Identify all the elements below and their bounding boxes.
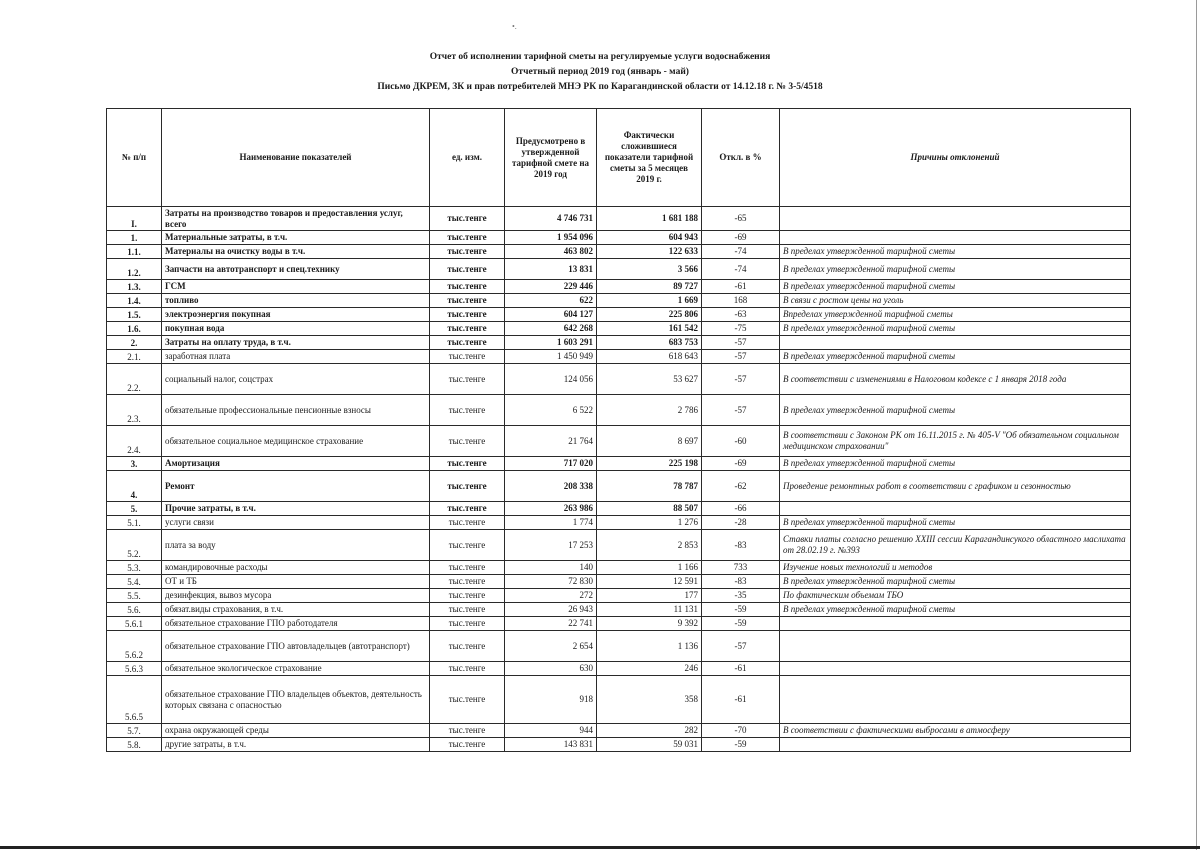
planned-value: 21 764 bbox=[505, 426, 597, 457]
row-number: 5.6.2 bbox=[107, 631, 162, 662]
planned-value: 463 802 bbox=[505, 245, 597, 259]
deviation-reason: Ставки платы согласно решению XXIII сессии Карагандинсукого областного маслихата от 28.02.19 г. №393 bbox=[780, 530, 1131, 561]
table-row bbox=[107, 207, 1131, 231]
planned-value: 717 020 bbox=[505, 457, 597, 471]
row-number: 5.5. bbox=[107, 589, 162, 603]
deviation-percent: -83 bbox=[702, 530, 780, 561]
unit-cell: тыс.тенге bbox=[430, 336, 505, 350]
actual-value: 122 633 bbox=[597, 245, 702, 259]
actual-value: 1 276 bbox=[597, 516, 702, 530]
planned-value: 642 268 bbox=[505, 322, 597, 336]
unit-cell: тыс.тенге bbox=[430, 259, 505, 280]
deviation-reason: По фактическим объемам ТБО bbox=[780, 589, 1131, 603]
indicator-name: услуги связи bbox=[162, 516, 430, 530]
table-row bbox=[107, 426, 1131, 457]
row-number: 1.3. bbox=[107, 280, 162, 294]
deviation-reason: В пределах утвержденной тарифной сметы bbox=[780, 322, 1131, 336]
row-number: 5.1. bbox=[107, 516, 162, 530]
deviation-percent: -74 bbox=[702, 259, 780, 280]
planned-value: 4 746 731 bbox=[505, 207, 597, 231]
deviation-reason bbox=[780, 676, 1131, 724]
indicator-name: обязательное экологическое страхование bbox=[162, 662, 430, 676]
planned-value: 22 741 bbox=[505, 617, 597, 631]
table-row bbox=[107, 617, 1131, 631]
actual-value: 1 136 bbox=[597, 631, 702, 662]
table-row bbox=[107, 336, 1131, 350]
actual-value: 1 669 bbox=[597, 294, 702, 308]
table-row bbox=[107, 471, 1131, 502]
deviation-percent: -65 bbox=[702, 207, 780, 231]
indicator-name: обязательное страхование ГПО владельцев объектов, деятельность которых связана с опасностью bbox=[162, 676, 430, 724]
planned-value: 17 253 bbox=[505, 530, 597, 561]
deviation-reason: В соответствии с изменениями в Налоговом кодексе с 1 января 2018 года bbox=[780, 364, 1131, 395]
deviation-percent: 733 bbox=[702, 561, 780, 575]
planned-value: 630 bbox=[505, 662, 597, 676]
table-row bbox=[107, 350, 1131, 364]
actual-value: 1 166 bbox=[597, 561, 702, 575]
deviation-percent: -59 bbox=[702, 617, 780, 631]
planned-value: 272 bbox=[505, 589, 597, 603]
actual-value: 225 198 bbox=[597, 457, 702, 471]
row-number: 5.6.5 bbox=[107, 676, 162, 724]
planned-value: 2 654 bbox=[505, 631, 597, 662]
report-letter-reference: Письмо ДКРЕМ, ЗК и прав потребителей МНЭ РК по Карагандинской области от 14.12.18 г. № 3-5/4518 bbox=[377, 82, 823, 92]
deviation-reason: В пределах утвержденной тарифной сметы bbox=[780, 259, 1131, 280]
table-row bbox=[107, 676, 1131, 724]
actual-value: 12 591 bbox=[597, 575, 702, 589]
actual-value: 225 806 bbox=[597, 308, 702, 322]
planned-value: 1 450 949 bbox=[505, 350, 597, 364]
planned-value: 124 056 bbox=[505, 364, 597, 395]
table-body bbox=[107, 207, 1131, 752]
page-edge-right bbox=[1196, 0, 1197, 850]
indicator-name: охрана окружающей среды bbox=[162, 724, 430, 738]
planned-value: 1 774 bbox=[505, 516, 597, 530]
unit-cell: тыс.тенге bbox=[430, 308, 505, 322]
deviation-percent: -61 bbox=[702, 662, 780, 676]
indicator-name: ГСМ bbox=[162, 280, 430, 294]
actual-value: 9 392 bbox=[597, 617, 702, 631]
unit-cell: тыс.тенге bbox=[430, 617, 505, 631]
unit-cell: тыс.тенге bbox=[430, 426, 505, 457]
deviation-percent: -62 bbox=[702, 471, 780, 502]
row-number: 5.2. bbox=[107, 530, 162, 561]
row-number: 5. bbox=[107, 502, 162, 516]
unit-cell: тыс.тенге bbox=[430, 280, 505, 294]
unit-cell: тыс.тенге bbox=[430, 662, 505, 676]
planned-value: 140 bbox=[505, 561, 597, 575]
deviation-reason bbox=[780, 662, 1131, 676]
row-number: 2.2. bbox=[107, 364, 162, 395]
unit-cell: тыс.тенге bbox=[430, 294, 505, 308]
row-number: 1.2. bbox=[107, 259, 162, 280]
row-number: 1. bbox=[107, 231, 162, 245]
planned-value: 263 986 bbox=[505, 502, 597, 516]
indicator-name: Затраты на оплату труда, в т.ч. bbox=[162, 336, 430, 350]
indicator-name: плата за воду bbox=[162, 530, 430, 561]
indicator-name: Материальные затраты, в т.ч. bbox=[162, 231, 430, 245]
deviation-percent: -57 bbox=[702, 350, 780, 364]
row-number: 1.5. bbox=[107, 308, 162, 322]
deviation-percent: -60 bbox=[702, 426, 780, 457]
unit-cell: тыс.тенге bbox=[430, 245, 505, 259]
actual-value: 282 bbox=[597, 724, 702, 738]
planned-value: 13 831 bbox=[505, 259, 597, 280]
row-number: 5.6.1 bbox=[107, 617, 162, 631]
table-row bbox=[107, 589, 1131, 603]
table-row bbox=[107, 259, 1131, 280]
report-title: Отчет об исполнении тарифной сметы на регулируемые услуги водоснабжения bbox=[429, 52, 771, 62]
tariff-report-table bbox=[106, 108, 1131, 752]
planned-value: 622 bbox=[505, 294, 597, 308]
actual-value: 161 542 bbox=[597, 322, 702, 336]
scan-artifact: •. bbox=[512, 22, 517, 31]
deviation-reason bbox=[780, 631, 1131, 662]
row-number: 2.4. bbox=[107, 426, 162, 457]
indicator-name: другие затраты, в т.ч. bbox=[162, 738, 430, 752]
indicator-name: заработная плата bbox=[162, 350, 430, 364]
table-header-row bbox=[107, 109, 1131, 207]
deviation-percent: -83 bbox=[702, 575, 780, 589]
unit-cell: тыс.тенге bbox=[430, 589, 505, 603]
actual-value: 11 131 bbox=[597, 603, 702, 617]
row-number: 1.6. bbox=[107, 322, 162, 336]
unit-cell: тыс.тенге bbox=[430, 738, 505, 752]
table-row bbox=[107, 294, 1131, 308]
planned-value: 72 830 bbox=[505, 575, 597, 589]
deviation-reason: В связи с ростом цены на уголь bbox=[780, 294, 1131, 308]
row-number: 5.3. bbox=[107, 561, 162, 575]
deviation-reason bbox=[780, 738, 1131, 752]
deviation-percent: -70 bbox=[702, 724, 780, 738]
table-row bbox=[107, 457, 1131, 471]
deviation-reason bbox=[780, 207, 1131, 231]
deviation-percent: -74 bbox=[702, 245, 780, 259]
column-header-deviation: Откл. в % bbox=[702, 109, 780, 207]
deviation-reason bbox=[780, 502, 1131, 516]
indicator-name: дезинфекция, вывоз мусора bbox=[162, 589, 430, 603]
deviation-percent: -61 bbox=[702, 280, 780, 294]
deviation-reason: Изучение новых технологий и методов bbox=[780, 561, 1131, 575]
indicator-name: ОТ и ТБ bbox=[162, 575, 430, 589]
table-row bbox=[107, 530, 1131, 561]
table-row bbox=[107, 724, 1131, 738]
row-number: I. bbox=[107, 207, 162, 231]
row-number: 5.4. bbox=[107, 575, 162, 589]
planned-value: 26 943 bbox=[505, 603, 597, 617]
indicator-name: обязат.виды страхования, в т.ч. bbox=[162, 603, 430, 617]
deviation-percent: -59 bbox=[702, 603, 780, 617]
row-number: 5.8. bbox=[107, 738, 162, 752]
deviation-percent: -57 bbox=[702, 336, 780, 350]
deviation-percent: -69 bbox=[702, 231, 780, 245]
deviation-reason: В пределах утвержденной тарифной сметы bbox=[780, 516, 1131, 530]
unit-cell: тыс.тенге bbox=[430, 530, 505, 561]
actual-value: 8 697 bbox=[597, 426, 702, 457]
column-header-reasons: Причины отклонений bbox=[780, 109, 1131, 207]
indicator-name: Ремонт bbox=[162, 471, 430, 502]
row-number: 2.1. bbox=[107, 350, 162, 364]
unit-cell: тыс.тенге bbox=[430, 471, 505, 502]
planned-value: 918 bbox=[505, 676, 597, 724]
row-number: 2.3. bbox=[107, 395, 162, 426]
indicator-name: командировочные расходы bbox=[162, 561, 430, 575]
indicator-name: обязательное страхование ГПО работодателя bbox=[162, 617, 430, 631]
actual-value: 59 031 bbox=[597, 738, 702, 752]
unit-cell: тыс.тенге bbox=[430, 676, 505, 724]
table-row bbox=[107, 631, 1131, 662]
unit-cell: тыс.тенге bbox=[430, 724, 505, 738]
unit-cell: тыс.тенге bbox=[430, 457, 505, 471]
deviation-reason bbox=[780, 336, 1131, 350]
planned-value: 143 831 bbox=[505, 738, 597, 752]
table-row bbox=[107, 231, 1131, 245]
deviation-reason bbox=[780, 617, 1131, 631]
planned-value: 208 338 bbox=[505, 471, 597, 502]
indicator-name: покупная вода bbox=[162, 322, 430, 336]
unit-cell: тыс.тенге bbox=[430, 561, 505, 575]
deviation-reason: В пределах утвержденной тарифной сметы bbox=[780, 245, 1131, 259]
unit-cell: тыс.тенге bbox=[430, 395, 505, 426]
table-row bbox=[107, 662, 1131, 676]
column-header-no: № п/п bbox=[107, 109, 162, 207]
table-row bbox=[107, 322, 1131, 336]
planned-value: 1 603 291 bbox=[505, 336, 597, 350]
deviation-reason: В соответствии с фактическими выбросами в атмосферу bbox=[780, 724, 1131, 738]
column-header-unit: ед. изм. bbox=[430, 109, 505, 207]
row-number: 1.1. bbox=[107, 245, 162, 259]
table-row bbox=[107, 308, 1131, 322]
unit-cell: тыс.тенге bbox=[430, 231, 505, 245]
deviation-reason: В пределах утвержденной тарифной сметы bbox=[780, 575, 1131, 589]
unit-cell: тыс.тенге bbox=[430, 603, 505, 617]
indicator-name: Материалы на очистку воды в т.ч. bbox=[162, 245, 430, 259]
indicator-name: обязательное страхование ГПО автовладельцев (автотранспорт) bbox=[162, 631, 430, 662]
indicator-name: Затраты на производство товаров и предоставления услуг, всего bbox=[162, 207, 430, 231]
deviation-percent: -61 bbox=[702, 676, 780, 724]
actual-value: 618 643 bbox=[597, 350, 702, 364]
actual-value: 1 681 188 bbox=[597, 207, 702, 231]
actual-value: 358 bbox=[597, 676, 702, 724]
deviation-percent: -63 bbox=[702, 308, 780, 322]
actual-value: 53 627 bbox=[597, 364, 702, 395]
indicator-name: социальный налог, соцстрах bbox=[162, 364, 430, 395]
table-row bbox=[107, 364, 1131, 395]
row-number: 5.7. bbox=[107, 724, 162, 738]
indicator-name: обязательное социальное медицинское страхование bbox=[162, 426, 430, 457]
row-number: 1.4. bbox=[107, 294, 162, 308]
deviation-percent: 168 bbox=[702, 294, 780, 308]
planned-value: 604 127 bbox=[505, 308, 597, 322]
deviation-percent: -66 bbox=[702, 502, 780, 516]
indicator-name: Прочие затраты, в т.ч. bbox=[162, 502, 430, 516]
indicator-name: Запчасти на автотранспорт и спец.технику bbox=[162, 259, 430, 280]
table-row bbox=[107, 280, 1131, 294]
planned-value: 944 bbox=[505, 724, 597, 738]
unit-cell: тыс.тенге bbox=[430, 350, 505, 364]
column-header-planned: Предусмотрено в утвержденной тарифной смете на 2019 год bbox=[505, 109, 597, 207]
actual-value: 604 943 bbox=[597, 231, 702, 245]
deviation-reason: Проведение ремонтных работ в соответствии с графиком и сезонностью bbox=[780, 471, 1131, 502]
actual-value: 78 787 bbox=[597, 471, 702, 502]
indicator-name: электроэнергия покупная bbox=[162, 308, 430, 322]
table-row bbox=[107, 395, 1131, 426]
unit-cell: тыс.тенге bbox=[430, 207, 505, 231]
deviation-reason: В пределах утвержденной тарифной сметы bbox=[780, 395, 1131, 426]
row-number: 2. bbox=[107, 336, 162, 350]
row-number: 3. bbox=[107, 457, 162, 471]
column-header-actual: Фактически сложившиеся показатели тарифной сметы за 5 месяцев 2019 г. bbox=[597, 109, 702, 207]
deviation-percent: -57 bbox=[702, 631, 780, 662]
deviation-reason: В соответствии с Законом РК от 16.11.2015 г. № 405-V "Об обязательном социальном медицинском страховании" bbox=[780, 426, 1131, 457]
deviation-reason: В пределах утвержденной тарифной сметы bbox=[780, 603, 1131, 617]
table-row bbox=[107, 603, 1131, 617]
unit-cell: тыс.тенге bbox=[430, 516, 505, 530]
indicator-name: Амортизация bbox=[162, 457, 430, 471]
deviation-reason: В пределах утвержденной тарифной сметы bbox=[780, 280, 1131, 294]
planned-value: 1 954 096 bbox=[505, 231, 597, 245]
actual-value: 2 786 bbox=[597, 395, 702, 426]
deviation-percent: -69 bbox=[702, 457, 780, 471]
actual-value: 246 bbox=[597, 662, 702, 676]
actual-value: 683 753 bbox=[597, 336, 702, 350]
table-row bbox=[107, 561, 1131, 575]
planned-value: 229 446 bbox=[505, 280, 597, 294]
indicator-name: обязательные профессиональные пенсионные взносы bbox=[162, 395, 430, 426]
unit-cell: тыс.тенге bbox=[430, 575, 505, 589]
unit-cell: тыс.тенге bbox=[430, 364, 505, 395]
report-period: Отчетный период 2019 год (январь - май) bbox=[511, 67, 689, 77]
indicator-name: топливо bbox=[162, 294, 430, 308]
deviation-reason: В пределах утвержденной тарифной сметы bbox=[780, 457, 1131, 471]
actual-value: 88 507 bbox=[597, 502, 702, 516]
actual-value: 3 566 bbox=[597, 259, 702, 280]
unit-cell: тыс.тенге bbox=[430, 631, 505, 662]
table-row bbox=[107, 245, 1131, 259]
table-row bbox=[107, 738, 1131, 752]
actual-value: 2 853 bbox=[597, 530, 702, 561]
deviation-percent: -59 bbox=[702, 738, 780, 752]
deviation-percent: -57 bbox=[702, 395, 780, 426]
actual-value: 177 bbox=[597, 589, 702, 603]
column-header-name: Наименование показателей bbox=[162, 109, 430, 207]
page-edge-bottom bbox=[0, 846, 1200, 849]
deviation-percent: -75 bbox=[702, 322, 780, 336]
planned-value: 6 522 bbox=[505, 395, 597, 426]
deviation-reason: В пределах утвержденной тарифной сметы bbox=[780, 350, 1131, 364]
deviation-reason: Впределах утвержденной тарифной сметы bbox=[780, 308, 1131, 322]
table-row bbox=[107, 516, 1131, 530]
unit-cell: тыс.тенге bbox=[430, 322, 505, 336]
row-number: 4. bbox=[107, 471, 162, 502]
row-number: 5.6. bbox=[107, 603, 162, 617]
actual-value: 89 727 bbox=[597, 280, 702, 294]
table-row bbox=[107, 502, 1131, 516]
deviation-reason bbox=[780, 231, 1131, 245]
row-number: 5.6.3 bbox=[107, 662, 162, 676]
table-row bbox=[107, 575, 1131, 589]
deviation-percent: -35 bbox=[702, 589, 780, 603]
deviation-percent: -28 bbox=[702, 516, 780, 530]
deviation-percent: -57 bbox=[702, 364, 780, 395]
unit-cell: тыс.тенге bbox=[430, 502, 505, 516]
